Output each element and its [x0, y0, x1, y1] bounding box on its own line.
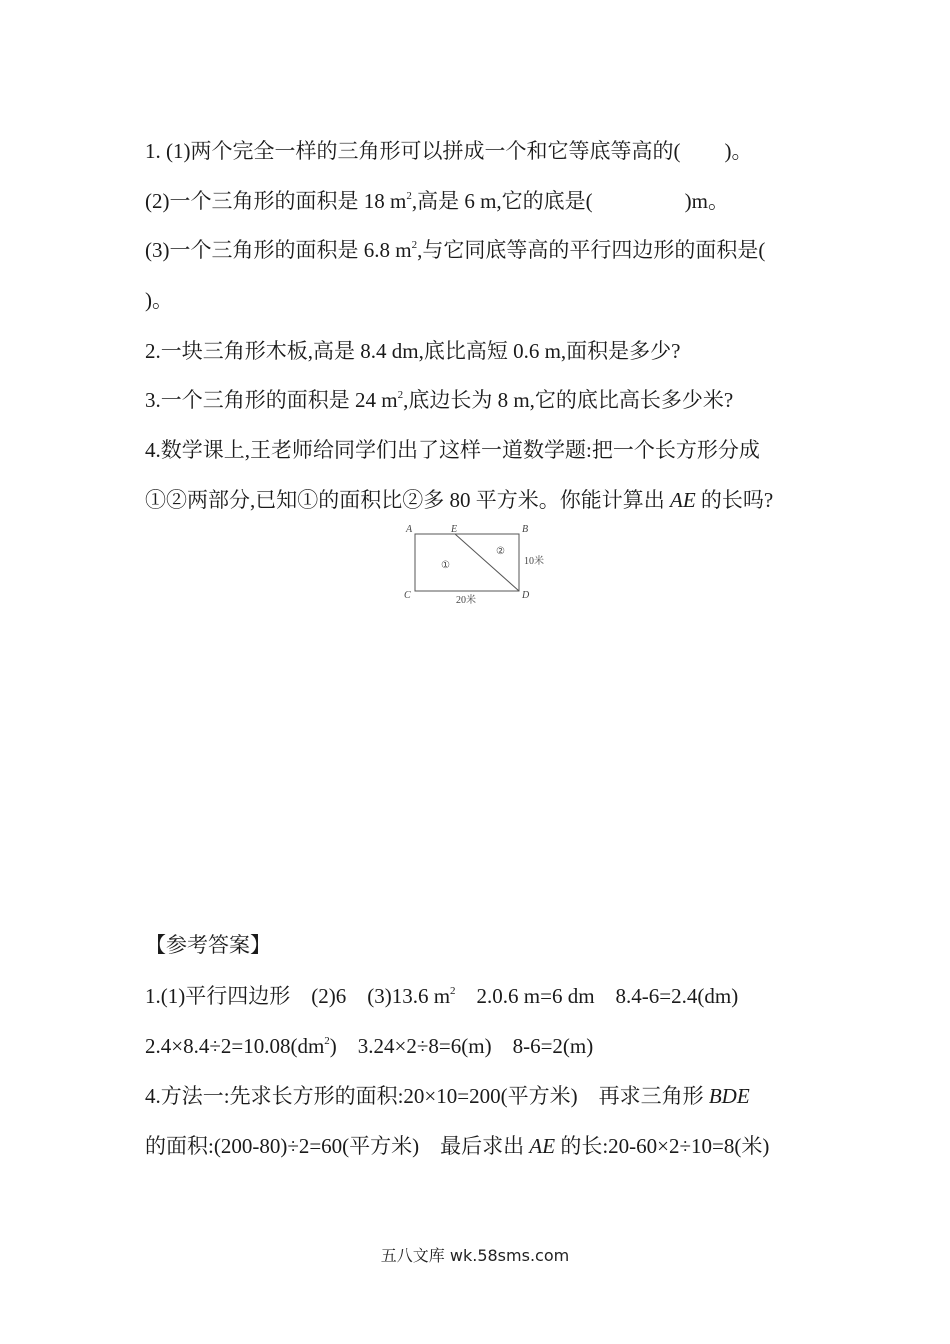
- q1-3-text-a: (3)一个三角形的面积是 6.8 m: [145, 238, 412, 262]
- answer-4-var-ae: AE: [529, 1134, 556, 1158]
- q3-text-b: ,底边长为 8 m,它的底比高长多少米?: [403, 388, 734, 412]
- q1-1-end: )。: [724, 139, 753, 163]
- answer-line-2: [145, 1033, 593, 1059]
- question-1-1: [145, 138, 752, 164]
- answer-line-4: [145, 1133, 769, 1159]
- label-b: B: [522, 524, 529, 535]
- q1-2-end: )m。: [684, 189, 729, 213]
- label-e: E: [451, 524, 458, 535]
- page-footer: [0, 1243, 950, 1266]
- answer-line-1: [145, 983, 738, 1009]
- q2-text: 2.一块三角形木板,高是 8.4 dm,底比高短 0.6 m,面积是多少?: [145, 339, 681, 363]
- region-1-label: ①: [441, 560, 450, 571]
- q4-text-2b: 的长吗?: [700, 488, 774, 512]
- q1-3-text-b: ,与它同底等高的平行四边形的面积是(: [417, 238, 766, 262]
- answer-4-text-b: 的长:20-60×2÷10=8(米): [560, 1134, 770, 1158]
- q1-2-text-b: ,高是 6 m,它的底是(: [411, 189, 593, 213]
- answer-1-text-a: 1.(1)平行四边形 (2)6 (3)13.6 m: [145, 984, 451, 1008]
- q4-text-2a: ①②两部分,已知①的面积比②多 80 平方米。你能计算出: [145, 488, 665, 512]
- question-1-2: [145, 188, 729, 214]
- q3-text-a: 3.一个三角形的面积是 24 m: [145, 388, 398, 412]
- q1-3-end: )。: [145, 288, 173, 312]
- label-a: A: [406, 524, 413, 535]
- label-c: C: [404, 590, 411, 601]
- region-2-label: ②: [496, 546, 505, 557]
- q1-3-sup: 2: [411, 239, 418, 251]
- rectangle-diagram: [398, 520, 548, 612]
- answer-3-var-bde: BDE: [708, 1084, 750, 1108]
- q1-2-text-a: (2)一个三角形的面积是 18 m: [145, 189, 407, 213]
- question-1-3: [145, 237, 765, 263]
- rectangle-figure: [398, 520, 548, 612]
- answers-heading-text: 【参考答案】: [145, 933, 271, 957]
- answer-1-text-b: 2.0.6 m=6 dm 8.4-6=2.4(dm): [455, 984, 739, 1008]
- q4-var-ae: AE: [670, 488, 696, 512]
- question-4-line-1: [145, 437, 760, 463]
- question-4-line-2: [145, 487, 773, 513]
- segment-ed: [455, 534, 519, 591]
- question-2: [145, 338, 681, 364]
- answer-2-text-b: ) 3.24×2÷8=6(m) 8-6=2(m): [329, 1034, 594, 1058]
- question-1-3-continued: [145, 287, 173, 313]
- answer-4-text-a: 的面积:(200-80)÷2=60(平方米) 最后求出: [145, 1134, 525, 1158]
- bottom-length-label: 20米: [456, 595, 476, 606]
- footer-text: 五八文库 wk.58sms.com: [380, 1246, 570, 1265]
- q3-sup: 2: [397, 389, 404, 401]
- answer-1-sup: 2: [450, 985, 456, 997]
- q1-2-sup: 2: [406, 190, 412, 202]
- side-length-label: 10米: [524, 556, 544, 567]
- q1-1-text: 1. (1)两个完全一样的三角形可以拼成一个和它等底等高的(: [145, 139, 681, 163]
- answer-3-text: 4.方法一:先求长方形的面积:20×10=200(平方米) 再求三角形: [145, 1084, 704, 1108]
- answer-2-text-a: 2.4×8.4÷2=10.08(dm: [145, 1034, 325, 1058]
- rectangle-outline: [415, 534, 519, 591]
- question-3: [145, 387, 733, 413]
- label-d: D: [522, 590, 530, 601]
- answer-line-3: [145, 1083, 750, 1109]
- answers-heading: [145, 932, 271, 958]
- q4-text-1: 4.数学课上,王老师给同学们出了这样一道数学题:把一个长方形分成: [145, 438, 760, 462]
- answer-2-sup: 2: [324, 1035, 330, 1047]
